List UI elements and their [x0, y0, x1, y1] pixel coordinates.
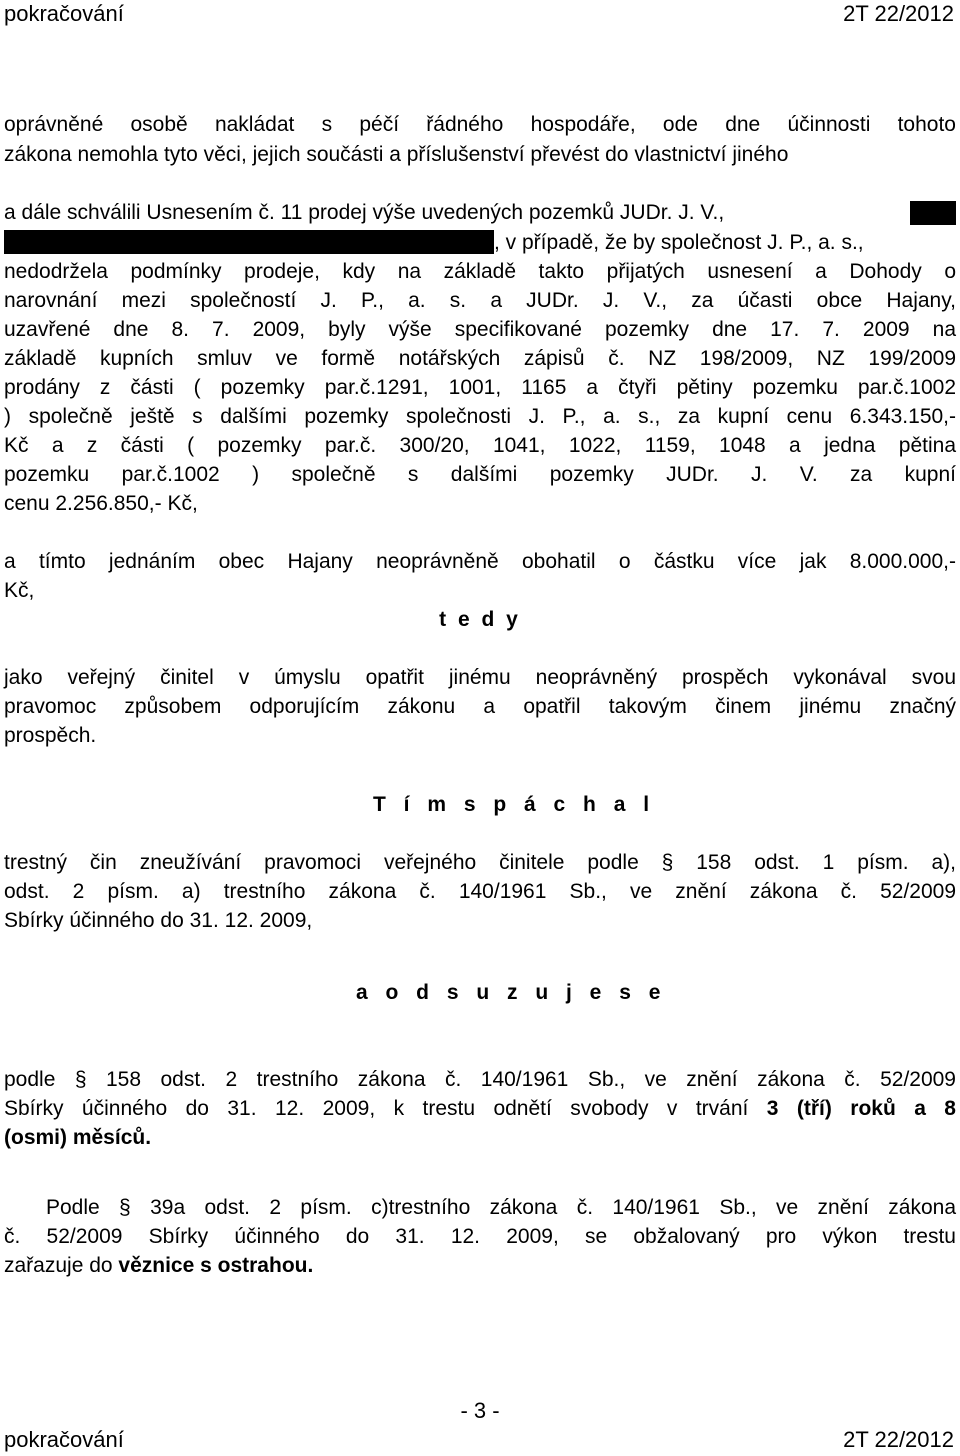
text-line: oprávněné osobě nakládat s péčí řádného hospodáře, ode dne účinnosti tohoto — [4, 113, 956, 136]
header-left: pokračování — [4, 1, 124, 26]
text-line: a tímto jednáním obec Hajany neoprávněně obohatil o částku více jak 8.000.000,- — [4, 550, 956, 573]
text-line: zákona nemohla tyto věci, jejich součásti a příslušenství převést do vlastnictví jiného — [4, 143, 789, 166]
text-line: č. 52/2009 Sbírky účinného do 31. 12. 2009, se obžalovaný pro výkon trestu — [4, 1225, 956, 1248]
text-line-content: zařazuje do — [4, 1254, 119, 1277]
heading-tim-spachal: T í m s p á c h a l — [373, 793, 656, 816]
page-number: - 3 - — [460, 1398, 500, 1423]
redaction-bar — [4, 230, 494, 254]
text-line: uzavřené dne 8. 7. 2009, byly výše specifikované pozemky dne 17. 7. 2009 na — [4, 318, 956, 341]
header-case-number: 2T 22/2012 — [843, 1, 954, 26]
text-line: základě kupních smluv ve formě notářských zápisů č. NZ 198/2009, NZ 199/2009 — [4, 347, 956, 370]
text-line: podle § 158 odst. 2 trestního zákona č. 140/1961 Sb., ve znění zákona č. 52/2009 — [4, 1068, 956, 1091]
heading-odsuzuje: a o d s u z u j e s e — [356, 981, 667, 1004]
text-line-content: , v případě, že by společnost J. P., a. s., — [494, 231, 864, 254]
text-line — [4, 199, 904, 227]
sentence-length-cont: (osmi) měsíců. — [4, 1126, 152, 1149]
heading-tedy: t e d y — [439, 608, 521, 631]
text-line — [4, 229, 956, 257]
page-header — [0, 0, 960, 28]
prison-type: věznice s ostrahou. — [118, 1254, 314, 1277]
text-line: pozemku par.č.1002 ) společně s dalšími pozemky JUDr. J. V. za kupní — [4, 463, 956, 486]
text-line: ) společně ještě s dalšími pozemky společnosti J. P., a. s., za kupní cenu 6.343.150,- — [4, 405, 956, 428]
text-line — [4, 1095, 956, 1123]
text-line: nedodržela podmínky prodeje, kdy na základě takto přijatých usnesení a Dohody o — [4, 260, 956, 283]
text-line: pravomoc způsobem odporujícím zákonu a opatřil takovým činem jinému značný — [4, 695, 956, 718]
text-line — [4, 1252, 956, 1280]
text-line-content: a dále schválili Usnesením č. 11 prodej výše uvedených pozemků JUDr. J. V., — [4, 201, 725, 224]
footer-case-number: 2T 22/2012 — [843, 1427, 954, 1452]
text-line: Kč, — [4, 579, 35, 602]
redaction-bar — [910, 201, 956, 225]
text-line: Kč a z části ( pozemky par.č. 300/20, 1041, 1022, 1159, 1048 a jedna pětina — [4, 434, 956, 457]
footer-left: pokračování — [4, 1427, 124, 1452]
text-line: prodány z části ( pozemky par.č.1291, 1001, 1165 a čtyři pětiny pozemku par.č.1002 — [4, 376, 956, 399]
text-line-content: Sbírky účinného do 31. 12. 2009, k trestu odnětí svobody v trvání — [4, 1097, 767, 1120]
sentence-length: 3 (tří) roků a 8 — [766, 1097, 956, 1120]
text-line: Sbírky účinného do 31. 12. 2009, — [4, 909, 313, 932]
text-line: Podle § 39a odst. 2 písm. c)trestního zákona č. 140/1961 Sb., ve znění zákona — [46, 1196, 956, 1219]
text-line: narovnání mezi společností J. P., a. s. a JUDr. J. V., za účasti obce Hajany, — [4, 289, 956, 312]
page-footer — [0, 1426, 960, 1454]
text-line: jako veřejný činitel v úmyslu opatřit jinému neoprávněný prospěch vykonával svou — [4, 666, 956, 689]
text-line: prospěch. — [4, 724, 97, 747]
text-line: cenu 2.256.850,- Kč, — [4, 492, 198, 515]
text-line: odst. 2 písm. a) trestního zákona č. 140/1961 Sb., ve znění zákona č. 52/2009 — [4, 880, 956, 903]
text-line: trestný čin zneužívání pravomoci veřejného činitele podle § 158 odst. 1 písm. a), — [4, 851, 956, 874]
